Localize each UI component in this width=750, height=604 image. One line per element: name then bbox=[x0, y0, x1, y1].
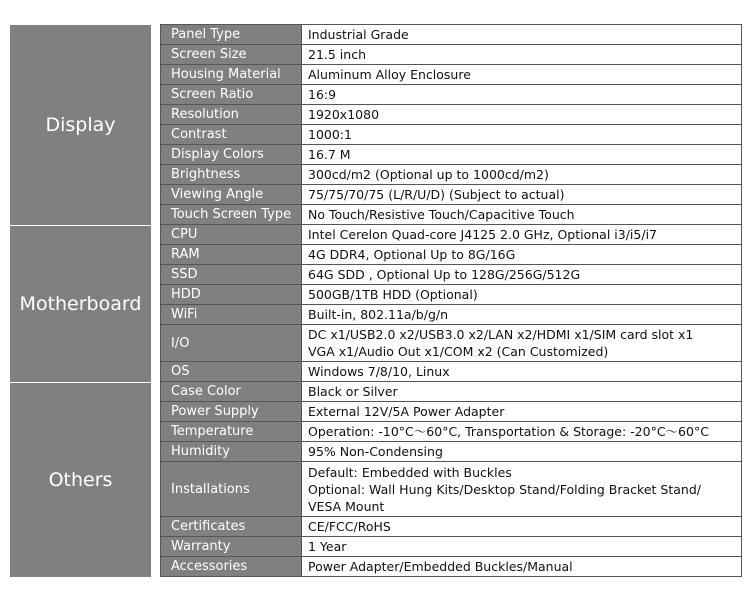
spec-value bbox=[302, 145, 741, 164]
spec-key: CPU bbox=[161, 225, 302, 244]
group-rows bbox=[160, 382, 742, 577]
spec-row bbox=[161, 265, 741, 285]
spec-value-line: 1000:1 bbox=[308, 127, 352, 142]
spec-key: Installations bbox=[161, 462, 302, 516]
spec-row bbox=[161, 442, 741, 462]
spec-row bbox=[161, 557, 741, 577]
group-rows bbox=[160, 225, 742, 382]
spec-row bbox=[161, 65, 741, 85]
spec-key: Warranty bbox=[161, 537, 302, 556]
spec-value-line: 4G DDR4, Optional Up to 8G/16G bbox=[308, 247, 516, 262]
spec-value bbox=[302, 557, 741, 576]
spec-value bbox=[302, 305, 741, 324]
spec-row bbox=[161, 185, 741, 205]
spec-key: Temperature bbox=[161, 422, 302, 441]
spec-key: Panel Type bbox=[161, 25, 302, 44]
spec-value-line: 300cd/m2 (Optional up to 1000cd/m2) bbox=[308, 167, 549, 182]
spec-key: Screen Size bbox=[161, 45, 302, 64]
spec-key: WiFi bbox=[161, 305, 302, 324]
spec-key: Viewing Angle bbox=[161, 185, 302, 204]
spec-value-line: 95% Non-Condensing bbox=[308, 444, 443, 459]
spec-row bbox=[161, 422, 741, 442]
spec-value-line: CE/FCC/RoHS bbox=[308, 519, 391, 534]
spec-key: Display Colors bbox=[161, 145, 302, 164]
spec-value bbox=[302, 165, 741, 184]
spec-value-line: Optional: Wall Hung Kits/Desktop Stand/Folding Bracket Stand/ bbox=[308, 481, 701, 497]
column-gap bbox=[151, 382, 160, 577]
spec-key: Contrast bbox=[161, 125, 302, 144]
spec-value bbox=[302, 265, 741, 284]
spec-row bbox=[161, 362, 741, 382]
spec-value-line: 75/75/70/75 (L/R/U/D) (Subject to actual) bbox=[308, 187, 565, 202]
spec-value-line: Operation: -10°C〜60°C, Transportation & Storage: -20°C〜60°C bbox=[308, 424, 709, 439]
spec-key: Housing Material bbox=[161, 65, 302, 84]
spec-value bbox=[302, 205, 741, 224]
spec-value-line: Intel Cerelon Quad-core J4125 2.0 GHz, Optional i3/i5/i7 bbox=[308, 227, 657, 242]
spec-row bbox=[161, 24, 741, 45]
spec-row bbox=[161, 225, 741, 245]
group-label: Others bbox=[10, 382, 151, 577]
spec-value bbox=[302, 517, 741, 536]
spec-value bbox=[302, 45, 741, 64]
spec-value-line: Aluminum Alloy Enclosure bbox=[308, 67, 471, 82]
spec-value bbox=[302, 185, 741, 204]
spec-value bbox=[302, 442, 741, 461]
spec-value-line: 64G SDD , Optional Up to 128G/256G/512G bbox=[308, 267, 581, 282]
group-label: Motherboard bbox=[10, 225, 151, 382]
spec-value-line: Windows 7/8/10, Linux bbox=[308, 364, 450, 379]
spec-row bbox=[161, 205, 741, 225]
spec-row bbox=[161, 325, 741, 362]
spec-key: Certificates bbox=[161, 517, 302, 536]
spec-value bbox=[302, 285, 741, 304]
spec-key: SSD bbox=[161, 265, 302, 284]
spec-value bbox=[302, 382, 741, 401]
spec-value bbox=[302, 105, 741, 124]
spec-value-line: VGA x1/Audio Out x1/COM x2 (Can Customized) bbox=[308, 344, 609, 359]
column-gap bbox=[151, 24, 160, 225]
group-rows bbox=[160, 24, 742, 225]
spec-value bbox=[302, 362, 741, 381]
spec-row bbox=[161, 537, 741, 557]
spec-row bbox=[161, 125, 741, 145]
spec-group bbox=[10, 382, 742, 577]
spec-value bbox=[302, 245, 741, 264]
spec-value-line: Power Adapter/Embedded Buckles/Manual bbox=[308, 559, 573, 574]
spec-value-line: VESA Mount bbox=[308, 498, 385, 514]
spec-value bbox=[302, 325, 741, 361]
spec-value-line: Industrial Grade bbox=[308, 27, 409, 42]
spec-key: Power Supply bbox=[161, 402, 302, 421]
column-gap bbox=[151, 225, 160, 382]
spec-value bbox=[302, 402, 741, 421]
spec-row bbox=[161, 245, 741, 265]
spec-row bbox=[161, 382, 741, 402]
spec-row bbox=[161, 165, 741, 185]
spec-value-line: DC x1/USB2.0 x2/USB3.0 x2/LAN x2/HDMI x1/SIM card slot x1 bbox=[308, 327, 694, 342]
spec-value bbox=[302, 225, 741, 244]
spec-value-line: 21.5 inch bbox=[308, 47, 366, 62]
spec-row bbox=[161, 517, 741, 537]
spec-value-line: Built-in, 802.11a/b/g/n bbox=[308, 307, 449, 322]
spec-value-line: No Touch/Resistive Touch/Capacitive Touch bbox=[308, 207, 575, 222]
spec-row bbox=[161, 105, 741, 125]
spec-value-line: 1 Year bbox=[308, 539, 347, 554]
spec-key: HDD bbox=[161, 285, 302, 304]
spec-key: Case Color bbox=[161, 382, 302, 401]
spec-row bbox=[161, 85, 741, 105]
spec-row bbox=[161, 402, 741, 422]
spec-key: RAM bbox=[161, 245, 302, 264]
spec-key: Accessories bbox=[161, 557, 302, 576]
spec-key: Resolution bbox=[161, 105, 302, 124]
spec-value-line: 16:9 bbox=[308, 87, 337, 102]
spec-value-line: Default: Embedded with Buckles bbox=[308, 464, 512, 480]
spec-row bbox=[161, 285, 741, 305]
spec-row bbox=[161, 45, 741, 65]
spec-table bbox=[10, 24, 742, 577]
spec-value-line: Black or Silver bbox=[308, 384, 398, 399]
spec-key: Humidity bbox=[161, 442, 302, 461]
spec-key: Screen Ratio bbox=[161, 85, 302, 104]
spec-row bbox=[161, 145, 741, 165]
group-label: Display bbox=[10, 24, 151, 225]
spec-value-line: 500GB/1TB HDD (Optional) bbox=[308, 287, 478, 302]
spec-group bbox=[10, 24, 742, 225]
spec-value bbox=[302, 85, 741, 104]
spec-value-line: 16.7 M bbox=[308, 147, 351, 162]
spec-key: OS bbox=[161, 362, 302, 381]
spec-value bbox=[302, 422, 741, 441]
spec-row bbox=[161, 462, 741, 517]
spec-value bbox=[302, 25, 741, 44]
spec-key: Touch Screen Type bbox=[161, 205, 302, 224]
spec-value bbox=[302, 462, 741, 516]
spec-key: I/O bbox=[161, 325, 302, 361]
spec-value-line: External 12V/5A Power Adapter bbox=[308, 404, 505, 419]
spec-value-line: 1920x1080 bbox=[308, 107, 380, 122]
spec-key: Brightness bbox=[161, 165, 302, 184]
spec-value bbox=[302, 65, 741, 84]
spec-value bbox=[302, 537, 741, 556]
spec-value bbox=[302, 125, 741, 144]
spec-row bbox=[161, 305, 741, 325]
spec-group bbox=[10, 225, 742, 382]
